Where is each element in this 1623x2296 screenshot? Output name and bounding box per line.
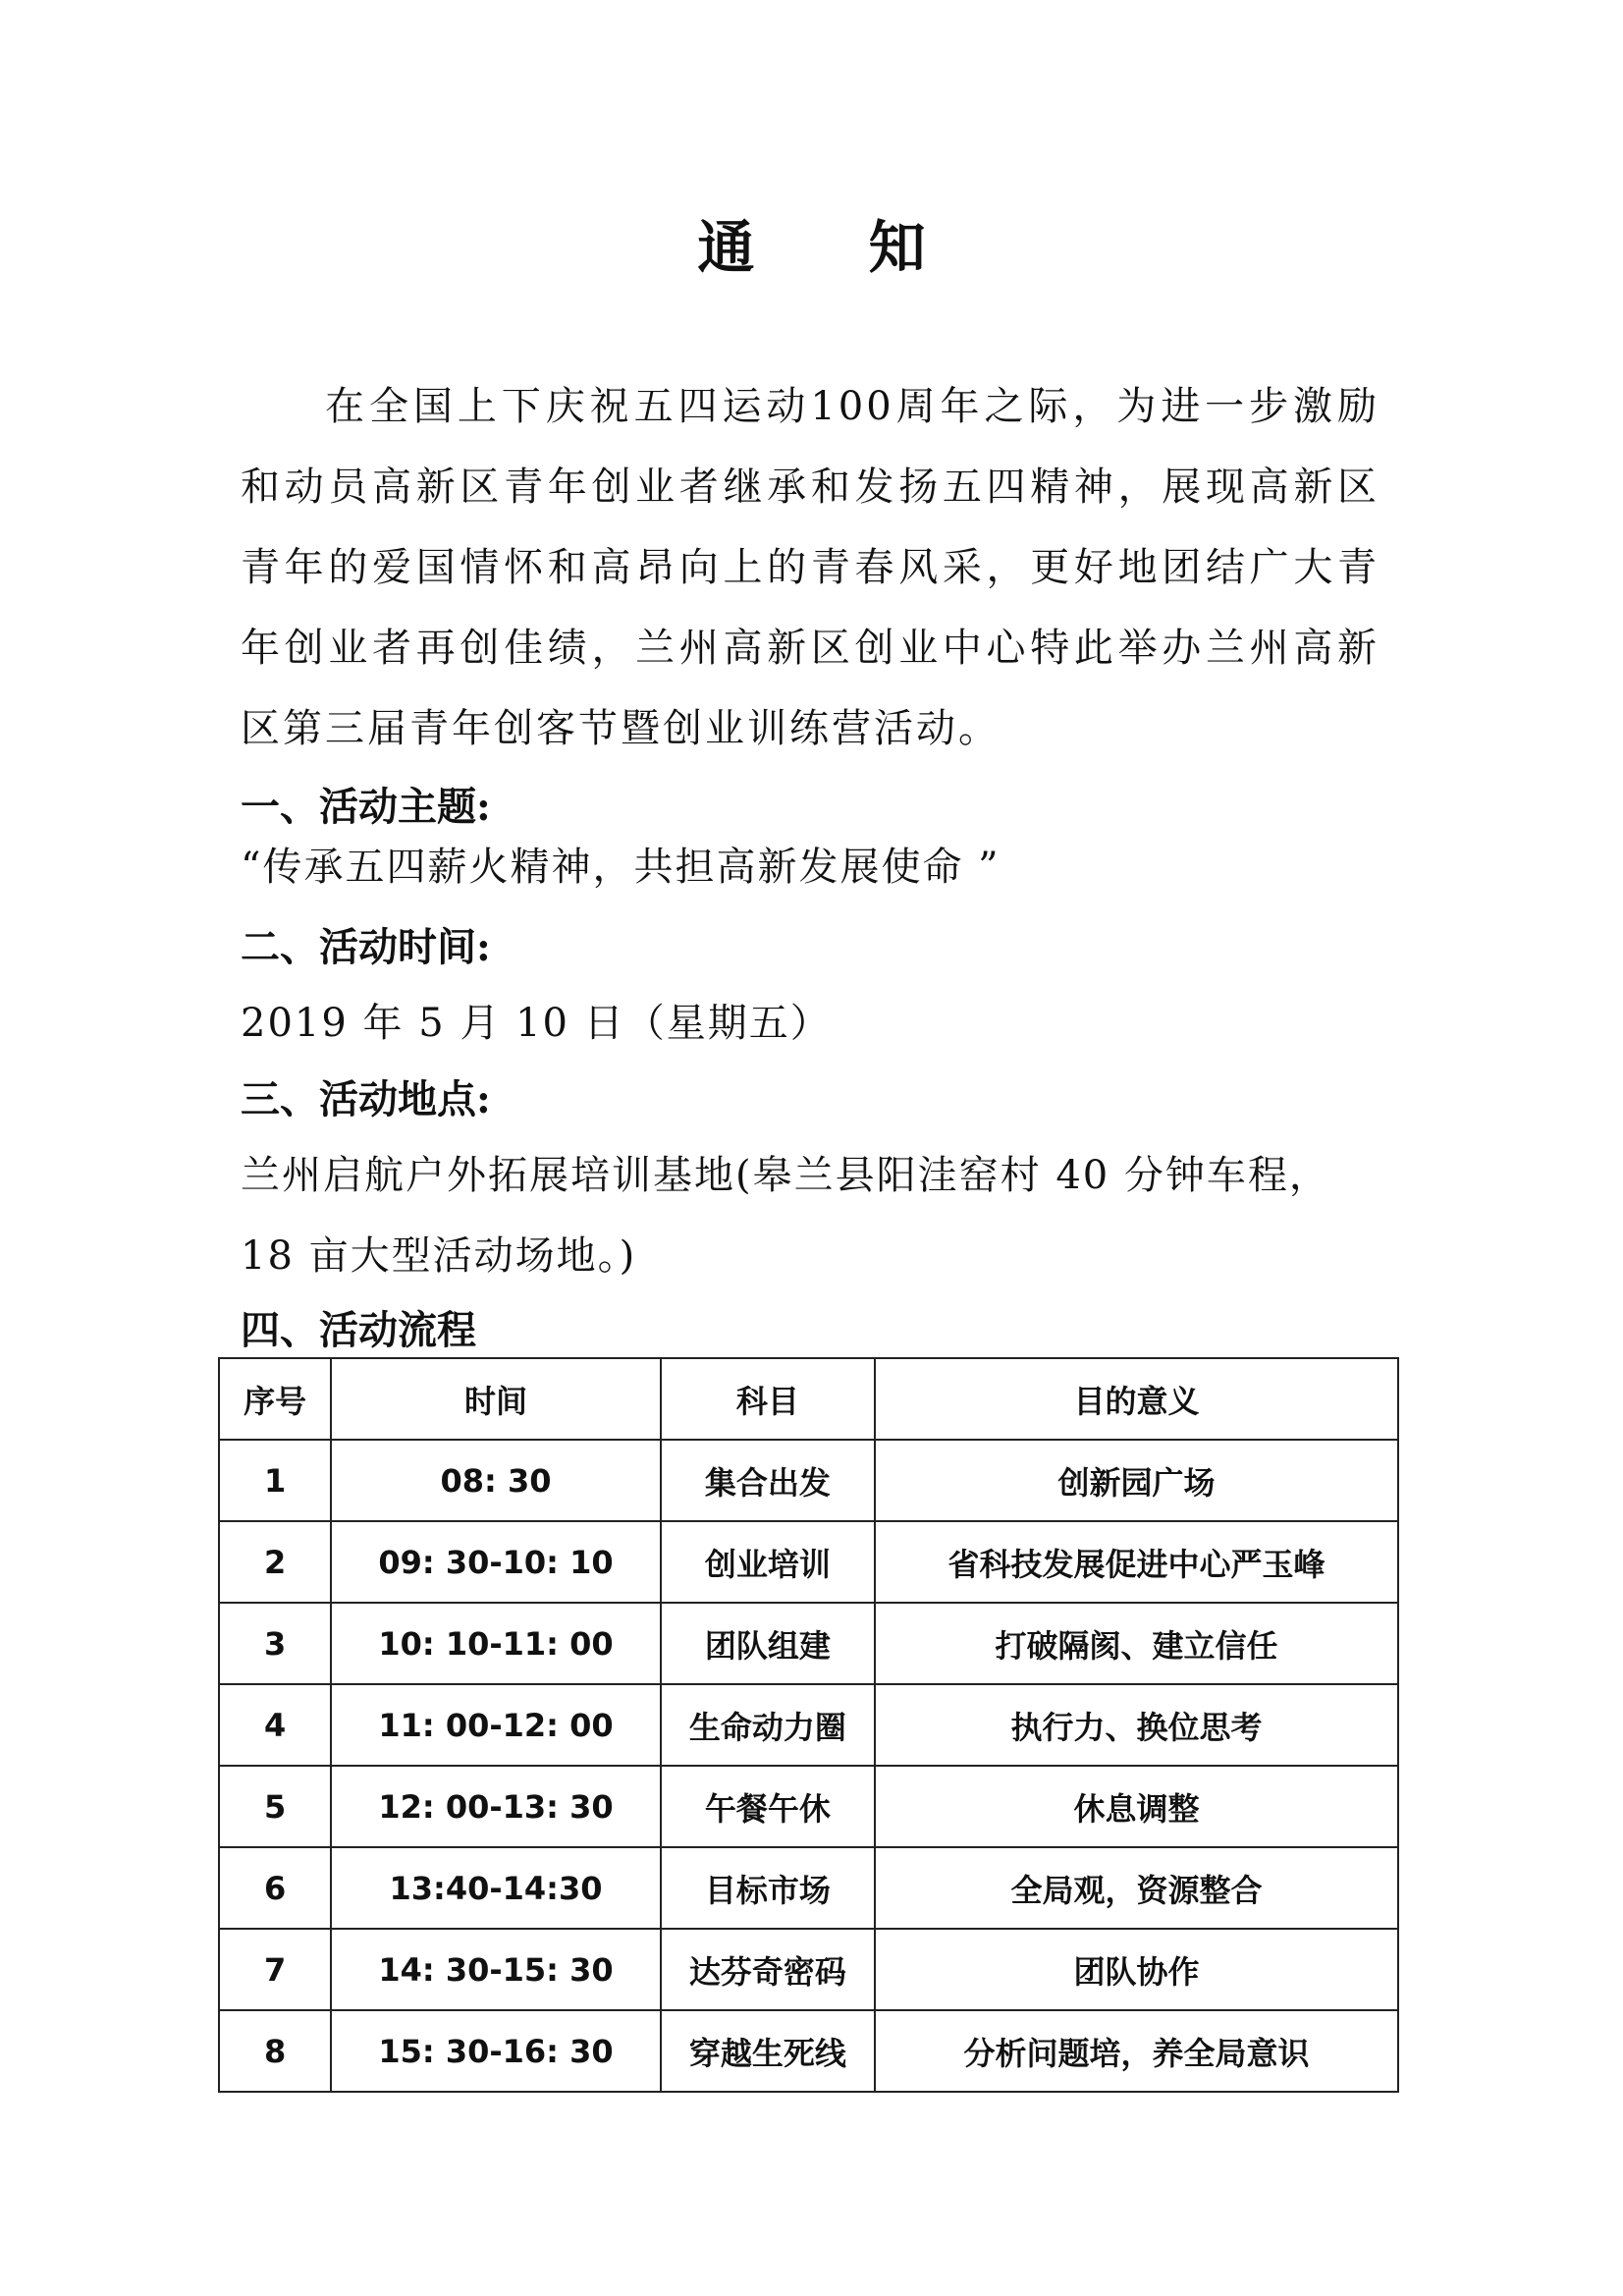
table-row [219, 1929, 1398, 2010]
cell-number: 2 [219, 1521, 331, 1603]
cell-purpose: 分析问题培，养全局意识 [875, 2010, 1398, 2092]
section-heading-theme: 一、活动主题: [241, 784, 491, 830]
table-row [219, 1847, 1398, 1929]
cell-purpose: 省科技发展促进中心严玉峰 [875, 1521, 1398, 1603]
section-heading-time: 二、活动时间: [241, 924, 491, 970]
cell-time: 10: 10-11: 00 [331, 1603, 661, 1684]
cell-time: 11: 00-12: 00 [331, 1684, 661, 1766]
cell-purpose: 创新园广场 [875, 1440, 1398, 1521]
cell-number: 1 [219, 1440, 331, 1521]
header-time: 时间 [331, 1358, 661, 1440]
cell-subject: 午餐午休 [661, 1766, 875, 1847]
header-number: 序号 [219, 1358, 331, 1440]
cell-subject: 生命动力圈 [661, 1684, 875, 1766]
section-body-time: 2019 年 5 月 10 日（星期五） [241, 1001, 832, 1046]
cell-subject: 目标市场 [661, 1847, 875, 1929]
cell-time: 12: 00-13: 30 [331, 1766, 661, 1847]
section-heading-location: 三、活动地点: [241, 1076, 491, 1122]
schedule-table [218, 1357, 1399, 2093]
cell-time: 13:40-14:30 [331, 1847, 661, 1929]
cell-number: 5 [219, 1766, 331, 1847]
header-purpose: 目的意义 [875, 1358, 1398, 1440]
section-heading-process: 四、活动流程 [241, 1307, 476, 1353]
cell-number: 3 [219, 1603, 331, 1684]
cell-subject: 穿越生死线 [661, 2010, 875, 2092]
section-body-location: 兰州启航户外拓展培训基地(皋兰县阳洼窑村 40 分钟车程，18 亩大型活动场地。) [241, 1153, 1330, 1279]
cell-purpose: 团队协作 [875, 1929, 1398, 2010]
cell-number: 4 [219, 1684, 331, 1766]
table-row [219, 1684, 1398, 1766]
cell-time: 08: 30 [331, 1440, 661, 1521]
table-header-row [219, 1358, 1398, 1440]
document-title: 通 知 [697, 214, 973, 281]
cell-purpose: 全局观，资源整合 [875, 1847, 1398, 1929]
table-row [219, 1521, 1398, 1603]
table-row [219, 1603, 1398, 1684]
header-subject: 科目 [661, 1358, 875, 1440]
intro-paragraph: 在全国上下庆祝五四运动100周年之际，为进一步激励和动员高新区青年创业者继承和发扬五四精神，展现高新区青年的爱国情怀和高昂向上的青春风采，更好地团结广大青年创业者再创佳绩，兰州高新区创业中心特此举办兰州高新区第三届青年创客节暨创业训练营活动。 [241, 384, 1380, 751]
section-body-theme: “传承五四薪火精神，共担高新发展使命 ” [241, 845, 1001, 890]
cell-number: 8 [219, 2010, 331, 2092]
cell-subject: 团队组建 [661, 1603, 875, 1684]
cell-subject: 集合出发 [661, 1440, 875, 1521]
cell-purpose: 打破隔阂、建立信任 [875, 1603, 1398, 1684]
cell-subject: 达芬奇密码 [661, 1929, 875, 2010]
table-row [219, 2010, 1398, 2092]
cell-purpose: 休息调整 [875, 1766, 1398, 1847]
cell-subject: 创业培训 [661, 1521, 875, 1603]
cell-purpose: 执行力、换位思考 [875, 1684, 1398, 1766]
cell-time: 09: 30-10: 10 [331, 1521, 661, 1603]
table-row [219, 1766, 1398, 1847]
cell-number: 7 [219, 1929, 331, 2010]
cell-number: 6 [219, 1847, 331, 1929]
cell-time: 14: 30-15: 30 [331, 1929, 661, 2010]
table-row [219, 1440, 1398, 1521]
cell-time: 15: 30-16: 30 [331, 2010, 661, 2092]
